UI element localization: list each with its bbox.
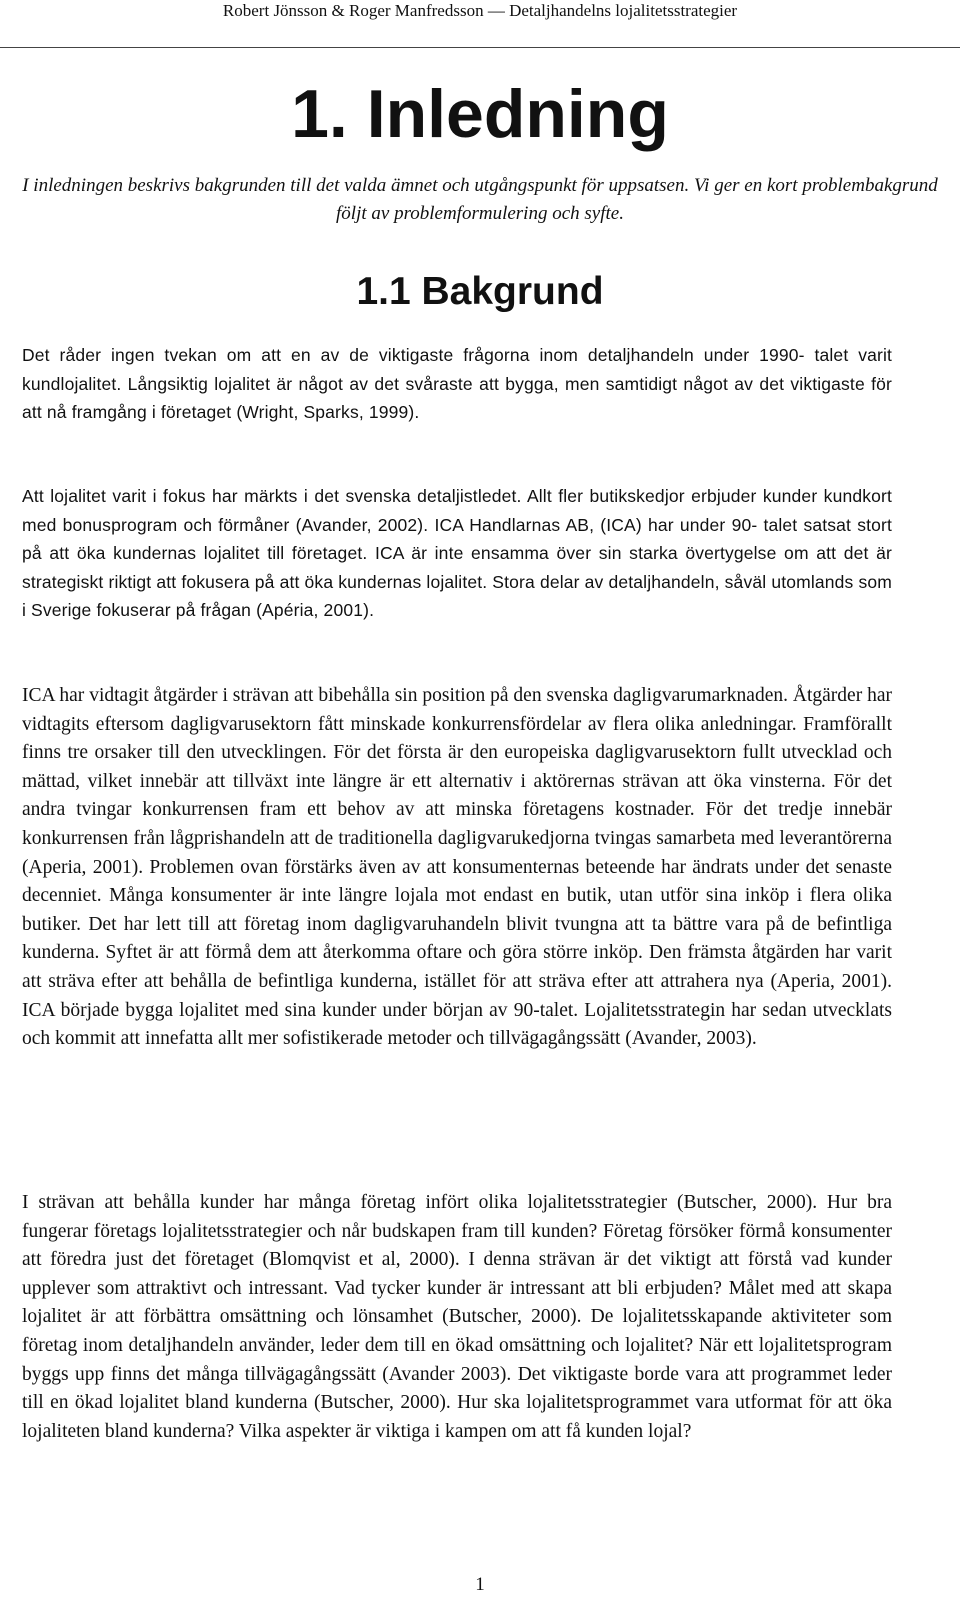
paragraph-background-3: ICA har vidtagit åtgärder i strävan att bibehålla sin position på den svenska dagligvarumarknaden. Åtgärder har vidtagits eftersom dagligvarusektorn fått minskade konkurrensfördelar av flera olika anledningar. Framförallt finns tre orsaker till den utvecklingen. För det första är den europeiska dagligvarusektorn fullt utvecklad och mättad, vilket innebär att tillväxt inte längre är ett alternativ i aktörernas strävan att öka vinsterna. För det andra tvingar konkurrensen fram ett behov av att minska företagens kostnader. För det tredje innebär konkurrensen från lågprishandeln att de traditionella dagligvarukedjorna tvingas samarbeta med leverantörerna (Aperia, 2001). Problemen ovan förstärks även av att konsumenternas beteende har ändrats under det senaste decenniet. Många konsumenter är inte längre lojala mot endast en butik, utan utför sina inköp i flera olika butiker. Det har lett till att företag inom dagligvaruhandeln blivit tvungna att ta bättre vara på de befintliga kunderna. Syftet är att förmå dem att återkomma oftare och göra större inköp. Den främsta åtgärden har varit att sträva efter att behålla de befintliga kunderna, istället för att sträva efter att attrahera nya (Aperia, 2001). ICA började bygga lojalitet med sina kunder under början av 90-talet. Lojalitetsstrategin har sedan utvecklats och kommit att innefatta allt mer sofistikerade metoder och tillvägagångssätt (Avander, 2003). (22, 685, 892, 1050)
paragraph-background-1: Det råder ingen tvekan om att en av de viktigaste frågorna inom detaljhandeln under 1990- talet varit kundlojalitet. Långsiktig lojalitet är något av det svåraste att bygga, men samtidigt något av det viktigaste för att nå framgång i företaget (Wright, Sparks, 1999). (22, 345, 892, 423)
page-number: 1 (475, 1574, 485, 1595)
chapter-title: 1. Inledning (291, 76, 669, 152)
paragraph-background-2: Att lojalitet varit i fokus har märkts i det svenska detaljistledet. Allt fler butikskedjor erbjuder kunder kundkort med bonusprogram och förmåner (Avander, 2002). ICA Handlarnas AB, (ICA) har under 90- talet satsat stort på att öka kundernas lojalitet till företaget. ICA är inte ensamma över sin starka övertygelse om att det är strategiskt riktigt att fokusera på att öka kundernas lojalitet. Stora delar av detaljhandeln, såväl utomlands som i Sverige fokuserar på frågan (Apéria, 2001). (22, 486, 892, 621)
running-header-title: Robert Jönsson & Roger Manfredsson — Detaljhandelns lojalitetsstrategier (222, 1, 738, 20)
paragraph-background-4: I strävan att behålla kunder har många företag infört olika lojalitetsstrategier (Butscher, 2000). Hur bra fungerar företags lojalitetsstrategier och når budskapen fram till kunden? Företag försöker förmå konsumenter att föredra just det företaget (Blomqvist et al, 2000). I denna strävan är det viktigt att förstå vad kunder upplever som attraktivt och intressant. Vad tycker kunder är intressant att bli erbjuden? Målet med att skapa lojalitet är att förbättra omsättning och lönsamhet (Butscher, 2000). De lojalitetsskapande aktiviteter som företag inom detaljhandeln använder, leder dem till en ökad omsättning och lojalitet? När ett lojalitetsprogram byggs upp finns det många tillvägagångssätt (Avander 2003). Det viktigaste borde vara att programmet leder till en ökad lojalitet bland kunderna (Butscher, 2000). Hur ska lojalitetsprogrammet vara utformat för att öka lojaliteten bland kunderna? Vilka aspekter är viktiga i kampen om att få kunden lojal? (22, 1192, 892, 1442)
chapter-intro: I inledningen beskrivs bakgrunden till det valda ämnet och utgångspunkt för uppsatsen. Vi ger en kort problembakgrund följt av problemformulering och syfte. (22, 175, 938, 224)
section-title: 1.1 Bakgrund (356, 270, 604, 313)
header-divider (0, 47, 960, 48)
running-header (0, 0, 960, 40)
